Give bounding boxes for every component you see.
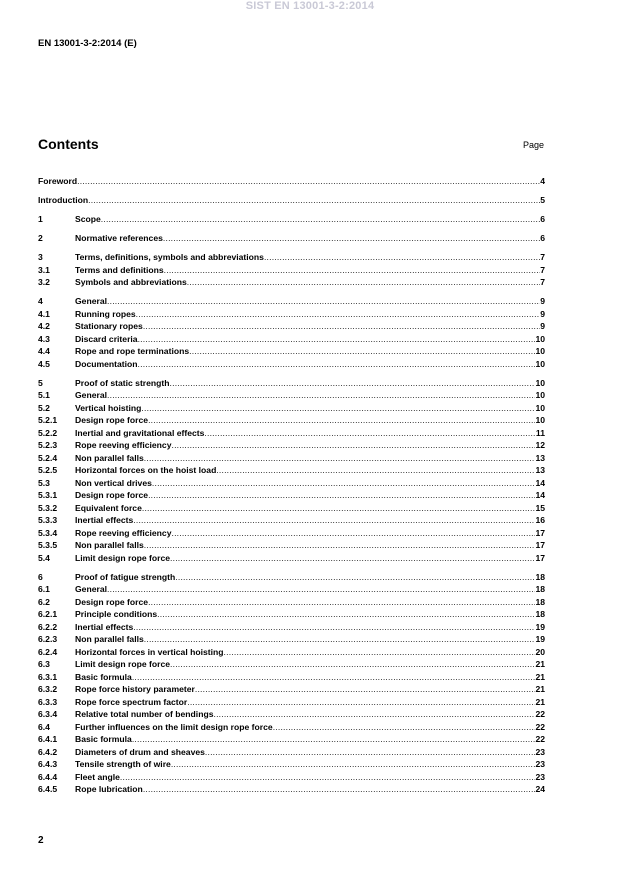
document-id: EN 13001-3-2:2014 (E) [38, 38, 137, 49]
toc-entry-number: 6.3.2 [38, 684, 58, 694]
toc-entry-number: 5.4 [38, 552, 50, 563]
watermark: SIST EN 13001-3-2:2014 [245, 0, 375, 12]
toc-entry-title: Fleet angle [75, 771, 120, 782]
toc-entry-page: 10 [535, 358, 545, 369]
toc-leader-dots [152, 477, 536, 490]
toc-entry-title: Terms, definitions, symbols and abbreviations [75, 252, 264, 262]
toc-entry-page: 23 [535, 759, 545, 769]
toc-group [38, 194, 545, 207]
toc-entry-page: 11 [535, 427, 545, 438]
toc-entry-number: 6.2.1 [38, 609, 58, 619]
toc-entry-title: Symbols and abbreviations [75, 277, 187, 287]
toc-leader-dots [133, 514, 535, 527]
toc-entry[interactable] [38, 333, 545, 346]
toc-entry[interactable] [38, 477, 545, 490]
toc-leader-dots [213, 708, 535, 721]
toc-entry-page: 12 [535, 440, 545, 450]
toc-entry[interactable] [38, 232, 545, 245]
toc-entry[interactable] [38, 733, 545, 746]
toc-entry-title: Rope force spectrum factor [75, 696, 188, 707]
contents-heading: Contents [38, 136, 99, 152]
toc-entry-number: 5.3.2 [38, 502, 58, 513]
toc-leader-dots [138, 358, 536, 371]
toc-leader-dots [144, 539, 536, 552]
toc-entry[interactable] [38, 276, 545, 289]
toc-entry[interactable] [38, 175, 545, 188]
toc-entry[interactable] [38, 308, 545, 321]
toc-entry[interactable] [38, 489, 545, 502]
toc-entry-title: Vertical hoisting [75, 402, 142, 413]
toc-entry-page: 22 [535, 734, 545, 744]
toc-entry-number: 6.1 [38, 584, 50, 594]
toc-entry-page: 4 [540, 176, 545, 186]
toc-entry-number: 5.3 [38, 477, 50, 488]
toc-entry-title: Inertial effects [75, 515, 134, 525]
toc-entry-number: 4.3 [38, 333, 50, 344]
toc-entry-title: Basic formula [75, 734, 132, 744]
toc-leader-dots [189, 345, 535, 358]
toc-leader-dots [148, 489, 535, 502]
toc-entry[interactable] [38, 596, 545, 609]
toc-entry-page: 10 [535, 390, 545, 400]
page-column-label: Page [523, 140, 545, 150]
toc-group [38, 295, 545, 370]
toc-entry-page: 21 [535, 671, 545, 682]
toc-group [38, 213, 545, 226]
toc-entry-number: 5.3.5 [38, 540, 58, 550]
toc-entry-title: Proof of fatigue strength [75, 571, 176, 582]
toc-entry[interactable] [38, 502, 545, 515]
toc-entry-page: 18 [535, 596, 545, 607]
toc-leader-dots [136, 308, 541, 321]
toc-entry-page: 21 [535, 659, 545, 669]
toc-entry-page: 13 [535, 465, 545, 475]
toc-entry[interactable] [38, 389, 545, 402]
toc-entry-page: 17 [535, 527, 545, 538]
toc-entry-page: 22 [535, 709, 545, 719]
toc-entry-title: Design rope force [75, 490, 149, 500]
toc-entry-title: Basic formula [75, 671, 132, 682]
toc-entry-page: 7 [540, 252, 545, 262]
toc-leader-dots [224, 646, 536, 659]
toc-entry-page: 10 [535, 415, 545, 425]
toc-entry[interactable] [38, 464, 545, 477]
toc-entry[interactable] [38, 414, 545, 427]
toc-entry[interactable] [38, 527, 545, 540]
toc-entry[interactable] [38, 571, 545, 584]
toc-entry-number: 6.2.3 [38, 634, 58, 644]
toc-entry-title: Design rope force [75, 596, 149, 607]
toc-entry-page: 5 [540, 195, 545, 205]
toc-entry-number: 5.2 [38, 402, 50, 413]
toc-entry-title: General [75, 296, 108, 306]
toc-entry-number: 5.3.3 [38, 515, 58, 525]
toc-entry-title: Diameters of drum and sheaves [75, 746, 205, 757]
toc-entry[interactable] [38, 295, 545, 308]
toc-entry-page: 9 [540, 321, 545, 331]
toc-entry[interactable] [38, 758, 545, 771]
footer-page-number: 2 [38, 835, 44, 846]
toc-entry-number: 5.2.4 [38, 452, 58, 463]
table-of-contents [38, 175, 545, 802]
toc-entry[interactable] [38, 194, 545, 207]
toc-leader-dots [171, 758, 536, 771]
toc-entry-page: 14 [535, 490, 545, 500]
toc-entry-number: 5.2.5 [38, 465, 58, 475]
toc-leader-dots [175, 571, 535, 584]
toc-entry[interactable] [38, 783, 545, 796]
toc-leader-dots [187, 696, 535, 709]
toc-entry-number: 3.2 [38, 277, 50, 287]
toc-leader-dots [144, 633, 536, 646]
toc-entry-title: Equivalent force [75, 502, 142, 513]
toc-entry-title: General [75, 584, 108, 594]
toc-leader-dots [143, 783, 536, 796]
toc-entry-page: 23 [535, 746, 545, 757]
toc-entry-number: 5.2.1 [38, 415, 58, 425]
toc-entry-title: Limit design rope force [75, 659, 171, 669]
toc-entry-title: Inertial effects [75, 621, 134, 632]
toc-entry[interactable] [38, 213, 545, 226]
toc-entry[interactable] [38, 251, 545, 264]
toc-entry-page: 19 [535, 621, 545, 632]
toc-entry[interactable] [38, 583, 545, 596]
toc-entry-title: Non vertical drives [75, 477, 152, 488]
toc-entry-number: 4.4 [38, 346, 50, 356]
toc-entry-page: 16 [535, 515, 545, 525]
toc-entry-title: Inertial and gravitational effects [75, 427, 205, 438]
toc-entry-title: Rope force history parameter [75, 684, 195, 694]
toc-entry-title: Discard criteria [75, 333, 138, 344]
toc-entry-number: 4.1 [38, 308, 50, 319]
toc-leader-dots [195, 683, 536, 696]
toc-leader-dots [141, 402, 535, 415]
toc-entry[interactable] [38, 514, 545, 527]
toc-entry-title: General [75, 390, 108, 400]
toc-entry-page: 18 [535, 571, 545, 582]
toc-entry[interactable] [38, 452, 545, 465]
toc-leader-dots [101, 213, 540, 226]
toc-leader-dots [157, 608, 535, 621]
toc-entry-title: Rope and rope terminations [75, 346, 190, 356]
toc-leader-dots [133, 621, 535, 634]
toc-entry-number: 6.4.2 [38, 746, 58, 757]
toc-entry-number: 6.2 [38, 596, 50, 607]
toc-leader-dots [144, 452, 536, 465]
toc-group [38, 232, 545, 245]
toc-entry-number: 5.1 [38, 390, 50, 400]
toc-entry-number: 3 [38, 252, 43, 262]
toc-leader-dots [170, 658, 535, 671]
toc-entry-title: Stationary ropes [75, 321, 143, 331]
toc-leader-dots [170, 377, 536, 390]
toc-leader-dots [205, 746, 536, 759]
toc-entry-page: 10 [535, 333, 545, 344]
toc-leader-dots [77, 175, 540, 188]
toc-entry-title: Normative references [75, 233, 163, 243]
toc-leader-dots [187, 276, 540, 289]
toc-entry-title: Foreword [38, 176, 78, 186]
toc-entry-number: 2 [38, 233, 43, 243]
toc-entry-title: Introduction [38, 195, 89, 205]
toc-leader-dots [107, 583, 535, 596]
toc-entry-number: 5 [38, 377, 43, 388]
toc-entry-page: 6 [540, 214, 545, 224]
toc-leader-dots [204, 427, 535, 440]
toc-entry-title: Rope lubrication [75, 784, 143, 794]
toc-entry-title: Horizontal forces in vertical hoisting [75, 646, 224, 657]
toc-leader-dots [132, 671, 536, 684]
toc-entry-number: 6.4 [38, 721, 50, 732]
toc-entry-page: 18 [535, 584, 545, 594]
toc-entry-number: 6 [38, 571, 43, 582]
toc-entry[interactable] [38, 696, 545, 709]
toc-entry-page: 18 [535, 609, 545, 619]
toc-entry-page: 14 [535, 477, 545, 488]
toc-leader-dots [264, 251, 540, 264]
toc-entry-page: 17 [535, 540, 545, 550]
toc-entry-title: Relative total number of bendings [75, 709, 214, 719]
toc-leader-dots [143, 320, 540, 333]
toc-entry-number: 5.2.3 [38, 440, 58, 450]
toc-leader-dots [170, 552, 535, 565]
toc-entry-title: Principle conditions [75, 609, 158, 619]
toc-entry-number: 5.3.4 [38, 527, 58, 538]
toc-leader-dots [148, 414, 535, 427]
toc-entry-number: 6.4.3 [38, 759, 58, 769]
toc-leader-dots [273, 721, 536, 734]
toc-entry[interactable] [38, 427, 545, 440]
toc-entry-title: Non parallel falls [75, 540, 144, 550]
toc-leader-dots [107, 389, 535, 402]
toc-leader-dots [132, 733, 536, 746]
toc-entry-title: Rope reeving efficiency [75, 527, 172, 538]
toc-entry-number: 6.4.5 [38, 784, 58, 794]
toc-entry-title: Non parallel falls [75, 452, 144, 463]
toc-entry-title: Terms and definitions [75, 264, 164, 275]
toc-entry[interactable] [38, 552, 545, 565]
toc-entry[interactable] [38, 621, 545, 634]
toc-entry-title: Further influences on the limit design rope force [75, 721, 273, 732]
toc-entry-page: 9 [540, 308, 545, 319]
toc-entry-title: Limit design rope force [75, 552, 171, 563]
toc-group [38, 377, 545, 565]
toc-entry-number: 6.4.4 [38, 771, 58, 782]
toc-entry[interactable] [38, 608, 545, 621]
toc-entry-page: 6 [540, 233, 545, 243]
toc-entry-number: 1 [38, 214, 43, 224]
toc-group [38, 251, 545, 289]
toc-leader-dots [107, 295, 540, 308]
toc-entry-page: 10 [535, 402, 545, 413]
toc-entry-title: Documentation [75, 358, 138, 369]
toc-entry-page: 22 [535, 721, 545, 732]
toc-entry[interactable] [38, 264, 545, 277]
toc-entry-page: 7 [540, 264, 545, 275]
toc-entry-title: Proof of static strength [75, 377, 170, 388]
toc-group [38, 571, 545, 796]
toc-leader-dots [148, 596, 535, 609]
toc-leader-dots [163, 232, 540, 245]
toc-entry-page: 10 [535, 346, 545, 356]
toc-entry-title: Design rope force [75, 415, 149, 425]
toc-entry[interactable] [38, 746, 545, 759]
toc-entry-number: 6.3.3 [38, 696, 58, 707]
toc-leader-dots [171, 527, 535, 540]
toc-leader-dots [164, 264, 541, 277]
toc-entry-title: Horizontal forces on the hoist load [75, 465, 217, 475]
toc-leader-dots [171, 439, 535, 452]
toc-leader-dots [88, 194, 540, 207]
toc-entry[interactable] [38, 683, 545, 696]
toc-entry[interactable] [38, 671, 545, 684]
toc-entry-title: Tensile strength of wire [75, 759, 171, 769]
toc-entry[interactable] [38, 320, 545, 333]
toc-entry-page: 10 [535, 377, 545, 388]
toc-entry[interactable] [38, 539, 545, 552]
toc-entry-page: 17 [535, 552, 545, 563]
toc-entry-number: 6.3.1 [38, 671, 58, 682]
toc-entry-page: 23 [535, 771, 545, 782]
toc-entry[interactable] [38, 721, 545, 734]
toc-entry-page: 15 [535, 502, 545, 513]
toc-entry[interactable] [38, 708, 545, 721]
toc-entry[interactable] [38, 345, 545, 358]
toc-leader-dots [120, 771, 536, 784]
toc-entry-number: 6.3.4 [38, 709, 58, 719]
toc-entry[interactable] [38, 658, 545, 671]
toc-entry-title: Rope reeving efficiency [75, 440, 172, 450]
toc-entry-title: Running ropes [75, 308, 136, 319]
toc-leader-dots [142, 502, 536, 515]
toc-entry-number: 4 [38, 296, 43, 306]
toc-entry[interactable] [38, 633, 545, 646]
toc-entry-title: Scope [75, 214, 101, 224]
toc-entry-page: 13 [535, 452, 545, 463]
toc-entry-page: 7 [540, 277, 545, 287]
toc-leader-dots [138, 333, 536, 346]
toc-entry-number: 5.2.2 [38, 427, 58, 438]
toc-entry-page: 21 [535, 684, 545, 694]
toc-entry-number: 6.2.2 [38, 621, 58, 632]
toc-entry-page: 9 [540, 296, 545, 306]
toc-entry[interactable] [38, 771, 545, 784]
toc-entry-number: 6.3 [38, 659, 50, 669]
toc-entry-page: 20 [535, 646, 545, 657]
toc-entry-number: 6.4.1 [38, 734, 58, 744]
toc-entry-number: 4.5 [38, 358, 50, 369]
toc-entry[interactable] [38, 358, 545, 371]
toc-entry[interactable] [38, 402, 545, 415]
toc-entry-title: Non parallel falls [75, 634, 144, 644]
toc-entry[interactable] [38, 439, 545, 452]
toc-entry-page: 19 [535, 634, 545, 644]
toc-group [38, 175, 545, 188]
toc-leader-dots [216, 464, 535, 477]
toc-entry-number: 6.2.4 [38, 646, 58, 657]
toc-entry-number: 4.2 [38, 321, 50, 331]
toc-entry-number: 5.3.1 [38, 490, 58, 500]
toc-entry[interactable] [38, 646, 545, 659]
toc-entry-number: 3.1 [38, 264, 50, 275]
toc-entry[interactable] [38, 377, 545, 390]
toc-entry-page: 24 [535, 784, 545, 794]
toc-entry-page: 21 [535, 696, 545, 707]
